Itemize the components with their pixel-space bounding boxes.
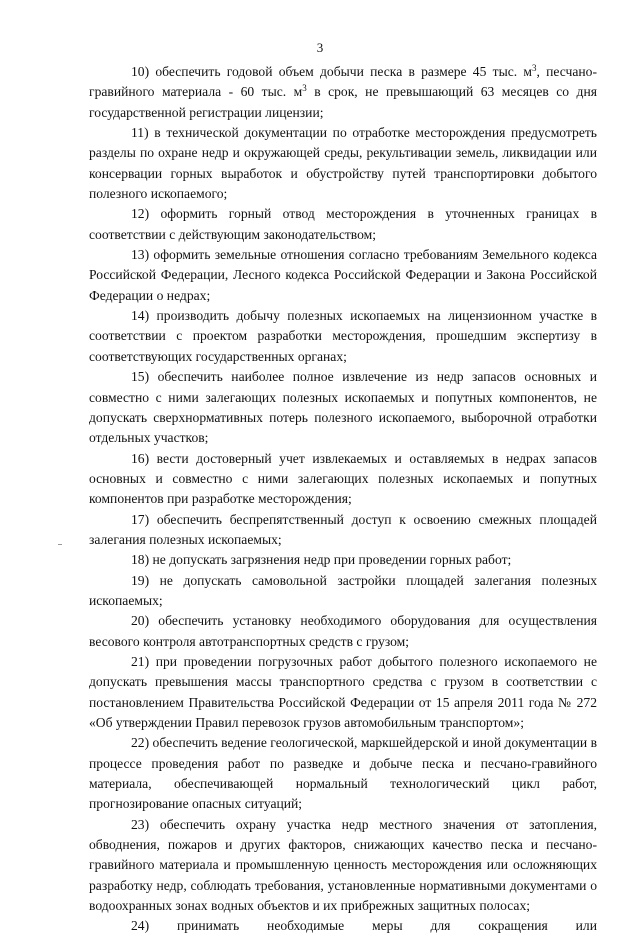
paragraph-item-15: 15) обеспечить наиболее полное извлечение из недр запасов основных и совместно с ними залегающих полезных ископаемых и попутных компонентов, не допускать сверхнормативных потерь полезного ископаемого, выборочной отработки отдельных участков; <box>89 369 597 446</box>
cubic-superscript: 3 <box>531 63 537 73</box>
paragraph-item-16: 16) вести достоверный учет извлекаемых и оставляемых в недрах запасов основных и совместно с ними залегающих полезных ископаемых и попутных компонентов при разработке месторождения; <box>89 450 597 507</box>
paragraph-item-24: 24) принимать необходимые меры для сокращения или <box>131 918 597 934</box>
page-number: 3 <box>316 40 324 55</box>
item-10-text-start: 10) обеспечить годовой объем добычи песка в размере 45 тыс. м <box>131 64 532 79</box>
margin-mark <box>58 544 62 545</box>
item-10-text-middle: , песчано-гравийного материала - 60 тыс. м <box>89 64 597 100</box>
paragraph-item-14: 14) производить добычу полезных ископаемых на лицензионном участке в соответствии с проектом разработки месторождения, прошедшим экспертизу в соответствующих государственных органах; <box>89 308 597 364</box>
cubic-superscript: 3 <box>302 83 307 94</box>
paragraph-item-10 <box>89 62 597 123</box>
paragraph-item-13: 13) оформить земельные отношения согласно требованиям Земельного кодекса Российской Федерации, Лесного кодекса Российской Федерации и Закона Российской Федерации о недрах; <box>89 247 597 303</box>
paragraph-item-18: 18) не допускать загрязнения недр при проведении горных работ; <box>131 552 512 568</box>
paragraph-item-22: 22) обеспечить ведение геологической, маркшейдерской и иной документации в процессе проведения работ по разведке и добыче песка и песчано-гравийного материала, обеспечивающей нормальный технологический цикл работ, прогнозирование опасных ситуаций; <box>89 735 597 812</box>
paragraph-item-20: 20) обеспечить установку необходимого оборудования для осуществления весового контроля автотранспортных средств с грузом; <box>89 613 597 649</box>
document-body <box>89 62 597 937</box>
paragraph-item-23: 23) обеспечить охрану участка недр местного значения от затопления, обводнения, пожаров и других факторов, снижающих качество песка и песчано-гравийного материала и промышленную ценность месторождения или осложняющих разработку недр, соблюдать требования, установленные нормативными документами о водоохранных зонах водных объектов и их прибрежных защитных полосах; <box>89 816 597 914</box>
paragraph-item-11: 11) в технической документации по отработке месторождения предусмотреть разделы по охране недр и окружающей среды, рекультивации земель, ликвидации или консервации горных выработок и обустройству путей транспортировки добытого полезного ископаемого; <box>89 125 597 202</box>
paragraph-item-19: 19) не допускать самовольной застройки площадей залегания полезных ископаемых; <box>89 572 597 608</box>
item-10-text-end: в срок, не превышающий 63 месяцев со дня государственной регистрации лицензии; <box>89 84 597 120</box>
paragraph-item-21: 21) при проведении погрузочных работ добытого полезного ископаемого не допускать превышения массы транспортного средства с грузом в соответствии с постановлением Правительства Российской Федерации от 15 апреля 2011 года № 272 «Об утверждении Правил перевозок грузов автомобильным транспортом»; <box>89 653 597 730</box>
paragraph-item-17: 17) обеспечить беспрепятственный доступ к освоению смежных площадей залегания полезных ископаемых; <box>89 511 597 547</box>
paragraph-item-12: 12) оформить горный отвод месторождения в уточненных границах в соответствии с действующим законодательством; <box>89 206 597 242</box>
